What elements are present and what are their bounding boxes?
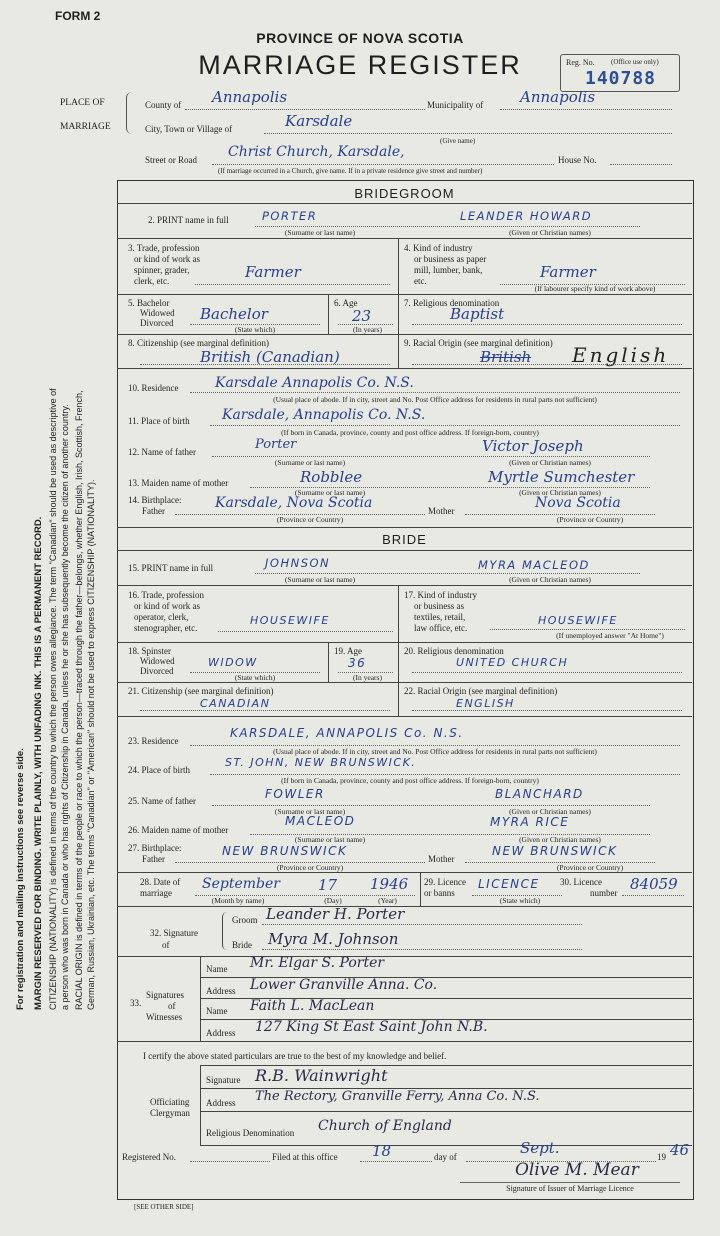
rule: [117, 872, 692, 873]
rule: [117, 368, 692, 369]
bride-status-label: Divorced: [140, 666, 174, 676]
place-brace: [126, 92, 137, 134]
groom-age-caption: (In years): [353, 325, 382, 334]
groom-birthplace: Karsdale, Annapolis Co. N.S.: [222, 407, 426, 423]
bride-industry-line: [490, 629, 685, 630]
bride-mother-label: 26. Maiden name of mother: [128, 825, 229, 835]
residence-note: (Usual place of abode. If in city, street and No. Post Office address for residents in rural parts not sufficient): [273, 747, 597, 756]
house-no-label: House No.: [558, 155, 597, 165]
groom-racial: English: [572, 343, 670, 367]
bride-father-surname: FOWLER: [265, 787, 325, 801]
signature-of: of: [162, 940, 170, 950]
margin-citizenship-1: CITIZENSHIP (NATIONALITY) is defined in terms of the country to which the person owes allegiance. The term "Canadian" should be used as descriptive of: [48, 388, 58, 1010]
groom-racial-label: 9. Racial Origin (see marginal definition): [404, 338, 553, 348]
groom-surname-caption: (Surname or last name): [284, 228, 356, 237]
street-label: Street or Road: [145, 155, 197, 165]
issuer-signature: Olive M. Mear: [515, 1160, 639, 1180]
bride-signature: Myra M. Johnson: [268, 930, 399, 948]
rule: [460, 1182, 680, 1183]
bridegroom-heading: BRIDEGROOM: [354, 186, 455, 201]
rule: [117, 716, 692, 717]
bride-sig-line: [262, 949, 582, 950]
bride-trade-label: operator, clerk,: [134, 612, 189, 622]
groom-status-label: Divorced: [140, 318, 174, 328]
licence-type: LICENCE: [478, 877, 540, 891]
groom-trade-label: 3. Trade, profession: [128, 243, 200, 253]
bride-trade: HOUSEWIFE: [250, 614, 330, 627]
groom-parents-birthplace-label: 14. Birthplace:: [128, 495, 182, 505]
given-caption: (Given or Christian names): [509, 575, 591, 584]
bride-racial-label: 22. Racial Origin (see marginal definition): [404, 686, 558, 696]
place-of-label: PLACE OF: [60, 98, 105, 108]
bride-industry-label: law office, etc.: [414, 623, 468, 633]
rule: [117, 294, 692, 295]
groom-residence: Karsdale Annapolis Co. N.S.: [215, 375, 414, 391]
bride-trade-line: [218, 631, 393, 632]
groom-signature: Leander H. Porter: [266, 905, 405, 923]
groom-industry-label: etc.: [414, 276, 427, 286]
bride-residence-line: [190, 745, 680, 746]
groom-trade-label: spinner, grader,: [134, 265, 190, 275]
licence-number-label: number: [590, 888, 618, 898]
bride-status-label: Widowed: [140, 656, 175, 666]
bride-sig-label: Bride: [232, 940, 252, 950]
filed-day-line: [360, 1161, 432, 1162]
given-caption: (Given or Christian names): [519, 488, 601, 497]
marriage-year: 1946: [370, 875, 409, 893]
given-caption: (Given or Christian names): [509, 458, 591, 467]
bride-age-label: 19. Age: [334, 646, 362, 656]
margin-racial-2: German, Russian, Ukrainian, etc. The terms "Canadian" or "American" should not be used to express CITIZENSHIP (NATIONALITY).: [86, 479, 96, 1010]
city-value: Karsdale: [285, 112, 353, 130]
bride-racial-line: [412, 710, 682, 711]
city-label: City, Town or Village of: [145, 124, 233, 134]
rule: [117, 550, 692, 551]
groom-sig-label: Groom: [232, 915, 258, 925]
groom-given-names: LEANDER HOWARD: [460, 209, 593, 223]
bride-religion: UNITED CHURCH: [456, 656, 569, 669]
bride-racial: ENGLISH: [456, 697, 515, 710]
bride-religion-line: [412, 672, 682, 673]
form-number: FORM 2: [55, 9, 101, 23]
margin-instructions: For registration and mailing instructions see reverse side.: [15, 748, 26, 1010]
bride-father-line: [212, 805, 650, 806]
groom-birthplace-line: [210, 425, 680, 426]
groom-status-label: 5. Bachelor: [128, 298, 170, 308]
witness-33-label: 33.: [130, 998, 142, 1008]
rule: [117, 527, 692, 528]
clergy-address: The Rectory, Granville Ferry, Anna Co. N.S.: [255, 1089, 540, 1104]
groom-given-caption: (Given or Christian names): [509, 228, 591, 237]
groom-print-label: 2. PRINT name in full: [148, 215, 229, 225]
bride-residence-label: 23. Residence: [128, 736, 179, 746]
witness1-name-label: Name: [206, 964, 228, 974]
city-line: [264, 133, 672, 134]
registered-no-label: Registered No.: [122, 1152, 176, 1162]
bride-print-label: 15. PRINT name in full: [128, 563, 214, 573]
bride-citizenship: CANADIAN: [200, 697, 271, 710]
bride-status-label: 18. Spinster: [128, 646, 172, 656]
certification-statement: I certify the above stated particulars are true to the best of my knowledge and belief.: [143, 1051, 447, 1061]
groom-industry-label: or business as paper: [414, 254, 487, 264]
county-label: County of: [145, 100, 182, 110]
rule: [398, 682, 399, 716]
witness1-address: Lower Granville Anna. Co.: [250, 977, 438, 993]
groom-age: 23: [352, 307, 372, 325]
groom-trade-label: or kind of work as: [134, 254, 200, 264]
municipality-value: Annapolis: [520, 88, 596, 106]
groom-mother-label: 13. Maiden name of mother: [128, 478, 229, 488]
rule: [117, 203, 692, 204]
see-other-side: [SEE OTHER SIDE]: [134, 1203, 194, 1211]
bride-age: 36: [348, 656, 367, 670]
bride-industry: HOUSEWIFE: [538, 614, 618, 627]
reg-no-label: Reg. No.: [566, 58, 595, 67]
groom-name-line: [255, 226, 640, 227]
bride-trade-label: or kind of work as: [134, 601, 200, 611]
registration-box: [560, 54, 680, 92]
reg-number: 140788: [585, 68, 657, 89]
groom-father-line: [212, 456, 650, 457]
rule: [328, 642, 329, 682]
given-caption: (Given or Christian names): [509, 807, 591, 816]
house-no-line: [610, 164, 672, 165]
groom-residence-label: 10. Residence: [128, 383, 179, 393]
groom-father-label: 12. Name of father: [128, 447, 196, 457]
status-caption: (State which): [499, 896, 541, 905]
groom-citizenship-label: 8. Citizenship (see marginal definition): [128, 338, 270, 348]
bride-status: WIDOW: [208, 656, 258, 669]
surname-caption: (Surname or last name): [274, 458, 346, 467]
county-value: Annapolis: [212, 88, 288, 106]
bride-birthplace-line: [210, 774, 680, 775]
witness1-address-label: Address: [206, 986, 236, 996]
bride-trade-label: stenographer, etc.: [134, 623, 198, 633]
margin-citizenship-2: a person who was born in Canada or who has rights of Citizenship in Canada, unless he or she has subsequently become the citizen of another country.: [60, 404, 70, 1010]
groom-industry-label: mill, lumber, bank,: [414, 265, 483, 275]
bride-father-given: BLANCHARD: [495, 787, 584, 801]
witness-label: Signatures: [146, 990, 184, 1000]
mother-word: Mother: [428, 854, 455, 864]
page-title: MARRIAGE REGISTER: [198, 50, 522, 80]
licence-number-line: [622, 895, 684, 896]
rule: [200, 1145, 692, 1146]
bride-industry-caption: (If unemployed answer "At Home"): [556, 631, 664, 640]
street-note: (If marriage occurred in a Church, give name. If in a private residence give street and number): [218, 167, 483, 175]
witness1-name: Mr. Elgar S. Porter: [250, 955, 385, 971]
clergy-label: Clergyman: [150, 1108, 190, 1118]
clergy-signature-label: Signature: [206, 1075, 241, 1085]
groom-surname: PORTER: [262, 209, 318, 223]
groom-citizenship: British (Canadian): [200, 348, 340, 366]
witness2-address-label: Address: [206, 1028, 236, 1038]
residence-note: (Usual place of abode. If in city, street and No. Post Office address for residents in rural parts not sufficient): [273, 395, 597, 404]
clergy-denomination-label: Religious Denomination: [206, 1128, 295, 1138]
date-label: marriage: [140, 888, 172, 898]
licence-number-label: 30. Licence: [560, 877, 602, 887]
registered-no-line: [190, 1161, 270, 1162]
month-caption: (Month by name): [211, 896, 265, 905]
rule: [117, 1041, 692, 1042]
bride-name-line: [255, 573, 640, 574]
witness2-name: Faith L. MacLean: [250, 998, 375, 1014]
age-caption: (In years): [353, 673, 382, 682]
bride-mother-surname: MACLEOD: [285, 814, 356, 828]
province-caption: (Province or Country): [556, 515, 624, 524]
surname-caption: (Surname or last name): [274, 807, 346, 816]
licence-number: 84059: [630, 875, 678, 893]
bride-industry-label: or business as: [414, 601, 464, 611]
witness-label: of: [168, 1001, 176, 1011]
date-label: 28. Date of: [140, 877, 181, 887]
marriage-month: September: [202, 876, 280, 892]
rule: [117, 334, 692, 335]
rule: [117, 642, 692, 643]
bride-birthplace-label: 24. Place of birth: [128, 765, 190, 775]
bride-industry-label: 17. Kind of industry: [404, 590, 477, 600]
groom-residence-line: [190, 392, 680, 393]
groom-father-birthplace: Karsdale, Nova Scotia: [215, 495, 373, 511]
father-word: Father: [142, 854, 165, 864]
groom-sig-line: [262, 924, 582, 925]
signature-32-label: 32. Signature: [150, 928, 198, 938]
rule: [420, 872, 421, 906]
margin-racial-1: RACIAL ORIGIN is defined in terms of the people or race to which the person—traced through the father—belongs, whether English, Irish, Scottish, French,: [74, 390, 84, 1010]
groom-mother-given: Myrtle Sumchester: [488, 468, 635, 486]
bride-parents-birthplace-label: 27. Birthplace:: [128, 843, 182, 853]
groom-status: Bachelor: [200, 305, 268, 323]
groom-trade-label: clerk, etc.: [134, 276, 170, 286]
issuer-caption: Signature of Issuer of Marriage Licence: [506, 1184, 634, 1193]
surname-caption: (Surname or last name): [294, 488, 366, 497]
groom-father-surname: Porter: [255, 437, 297, 452]
rule: [117, 906, 692, 907]
year-caption: (Year): [378, 896, 397, 905]
surname-caption: (Surname or last name): [284, 575, 356, 584]
bride-trade-label: 16. Trade, profession: [128, 590, 204, 600]
filed-day: 18: [372, 1142, 392, 1160]
groom-religion-label: 7. Religious denomination: [404, 298, 500, 308]
birthplace-note: (If born in Canada, province, county and post office address. If foreign-born, country): [281, 776, 539, 785]
street-line: [212, 164, 554, 165]
clergy-label: Officiating: [150, 1097, 190, 1107]
rule: [200, 1065, 201, 1145]
province-caption: (Province or Country): [276, 863, 344, 872]
day-caption: (Day): [324, 896, 342, 905]
filed-year: 46: [670, 1141, 690, 1159]
bride-citizenship-label: 21. Citizenship (see marginal definition): [128, 686, 274, 696]
groom-industry-label: 4. Kind of industry: [404, 243, 473, 253]
groom-mother-birthplace: Nova Scotia: [535, 495, 621, 511]
groom-mother-surname: Robblee: [300, 468, 363, 486]
street-value: Christ Church, Karsdale,: [228, 144, 405, 160]
groom-father-given: Victor Joseph: [482, 437, 584, 455]
rule: [117, 956, 692, 957]
groom-industry: Farmer: [540, 263, 596, 281]
surname-caption: (Surname or last name): [294, 835, 366, 844]
filed-label: Filed at this office: [272, 1152, 338, 1162]
marriage-day: 17: [318, 876, 338, 894]
day-of-label: day of: [434, 1152, 457, 1162]
rule: [328, 294, 329, 334]
mother-word: Mother: [428, 506, 455, 516]
groom-industry-caption: (If labourer specify kind of work above): [534, 284, 656, 293]
province-heading: PROVINCE OF NOVA SCOTIA: [256, 30, 464, 46]
rule: [200, 1111, 692, 1112]
give-name-note: (Give name): [440, 137, 476, 145]
bride-residence: KARSDALE, ANNAPOLIS Co. N.S.: [230, 726, 464, 740]
clergy-signature: R.B. Wainwright: [255, 1066, 388, 1085]
groom-birthplace-label: 11. Place of birth: [128, 416, 190, 426]
signature-brace: [222, 912, 231, 950]
witness2-address: 127 King St East Saint John N.B.: [255, 1019, 488, 1035]
licence-label: or banns: [424, 888, 455, 898]
groom-age-label: 6. Age: [334, 298, 358, 308]
county-line: [185, 109, 425, 110]
groom-trade-line: [195, 284, 390, 285]
bride-father-label: 25. Name of father: [128, 796, 196, 806]
bride-industry-label: textiles, retail,: [414, 612, 466, 622]
municipality-label: Municipality of: [427, 100, 484, 110]
bride-heading: BRIDE: [382, 532, 427, 547]
office-use-note: (Office use only): [611, 58, 659, 66]
groom-racial-struck: British: [480, 348, 532, 366]
witness2-name-label: Name: [206, 1006, 228, 1016]
groom-status-label: Widowed: [140, 308, 175, 318]
status-caption: (State which): [234, 673, 276, 682]
groom-religion-line: [412, 324, 682, 325]
province-caption: (Province or Country): [556, 863, 624, 872]
groom-religion: Baptist: [450, 305, 505, 323]
rule: [117, 682, 692, 683]
filed-month: Sept.: [520, 1139, 560, 1157]
province-caption: (Province or Country): [276, 515, 344, 524]
bride-surname: JOHNSON: [265, 556, 331, 570]
groom-status-caption: (State which): [234, 325, 276, 334]
bride-father-birthplace: NEW BRUNSWICK: [222, 844, 348, 858]
rule: [117, 238, 692, 239]
bride-given-names: MYRA MACLEOD: [478, 558, 590, 572]
bride-birthplace: ST. JOHN, NEW BRUNSWICK.: [225, 756, 417, 769]
given-caption: (Given or Christian names): [519, 835, 601, 844]
groom-trade: Farmer: [245, 263, 301, 281]
birthplace-note: (If born in Canada, province, county and post office address. If foreign-born, country): [281, 428, 539, 437]
clergy-address-label: Address: [206, 1098, 236, 1108]
witness-label: Witnesses: [146, 1012, 183, 1022]
bride-religion-label: 20. Religious denomination: [404, 646, 504, 656]
rule: [398, 238, 399, 368]
year-prefix: 19: [657, 1152, 666, 1162]
margin-binding-note: MARGIN RESERVED FOR BINDING. WRITE PLAINLY, WITH UNFADING INK. THIS IS A PERMANENT RECORD.: [33, 516, 44, 1010]
marriage-label: MARRIAGE: [60, 122, 111, 132]
bride-mother-given: MYRA RICE: [490, 815, 570, 829]
municipality-line: [500, 109, 672, 110]
bride-mother-birthplace: NEW BRUNSWICK: [492, 844, 618, 858]
rule: [117, 585, 692, 586]
licence-label: 29. Licence: [424, 877, 466, 887]
clergy-denomination: Church of England: [318, 1118, 452, 1134]
father-word: Father: [142, 506, 165, 516]
